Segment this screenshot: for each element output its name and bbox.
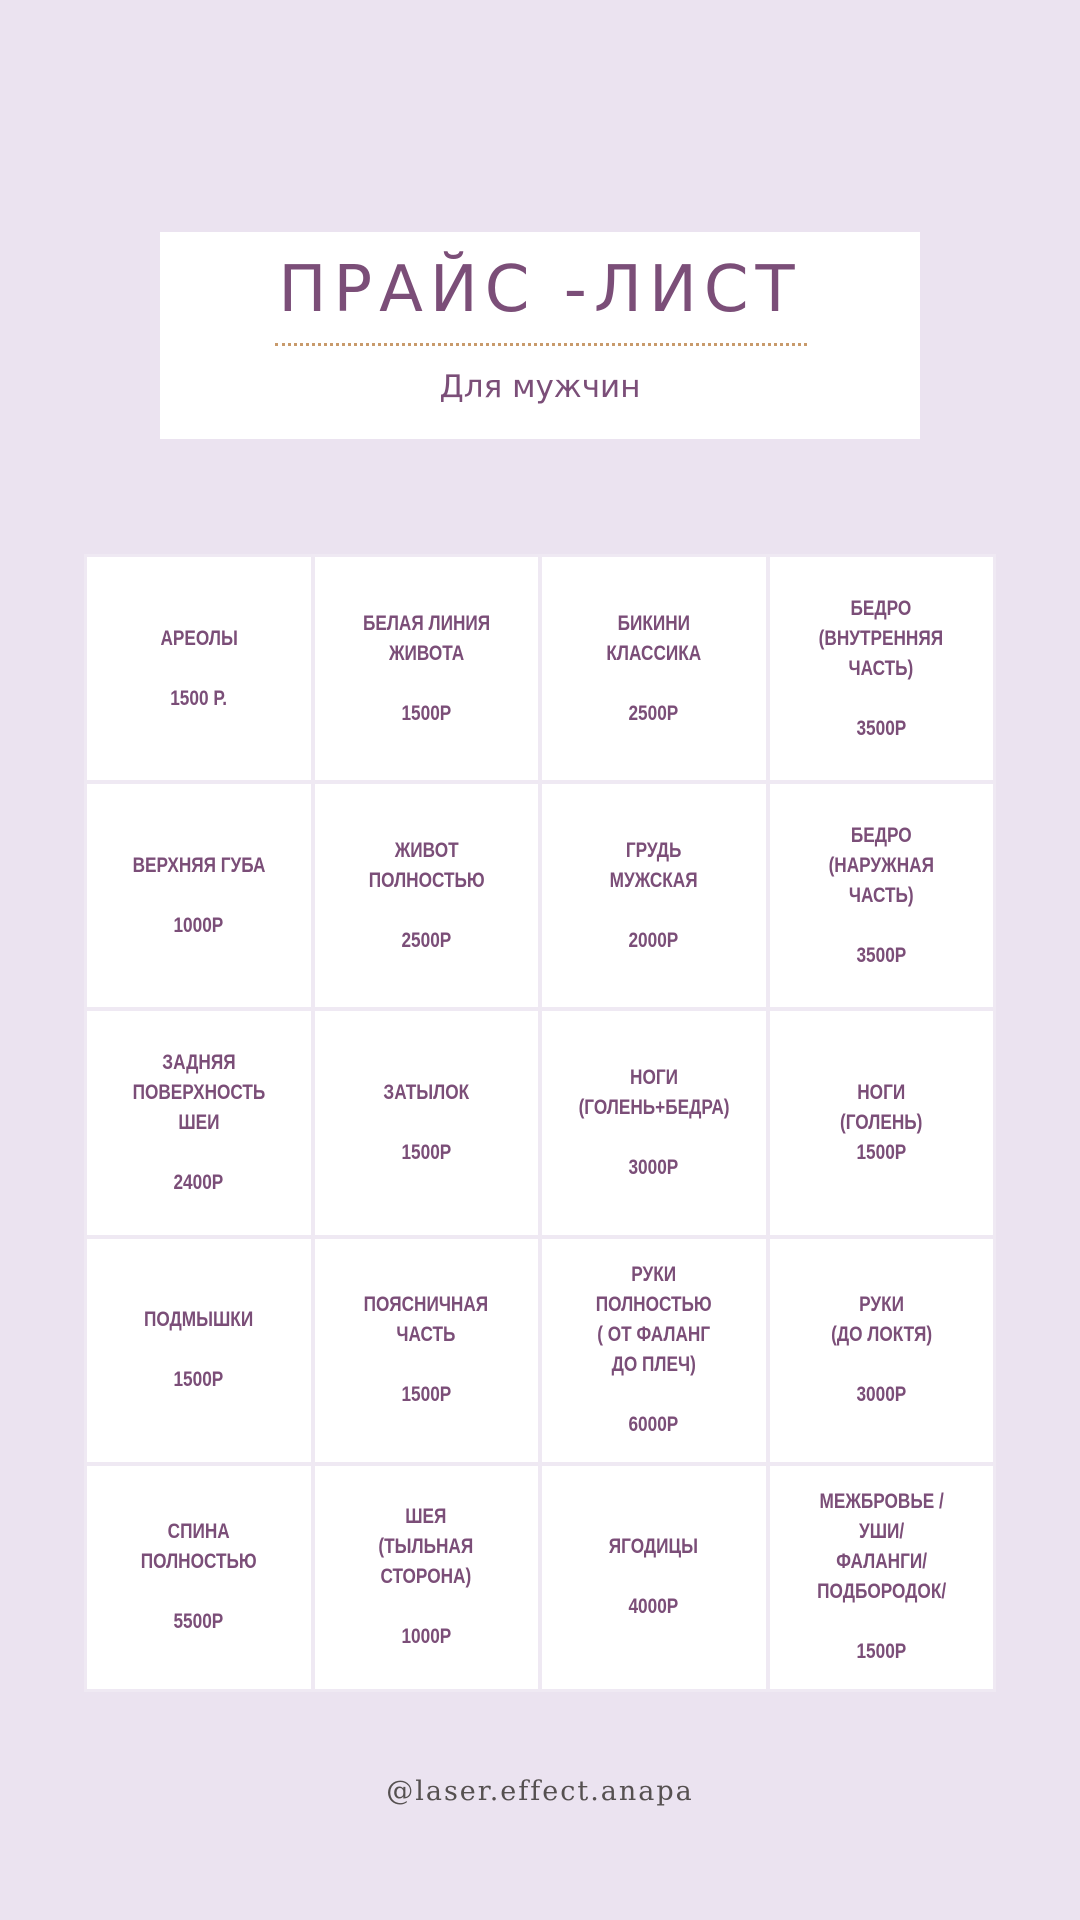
service-price: 2500Р (628, 701, 679, 725)
service-price: 1500 Р. (170, 686, 228, 710)
price-cell (87, 784, 311, 1007)
service-name: ЗАТЫЛОК (383, 1080, 470, 1104)
service-name: ГРУДЬ МУЖСКАЯ (609, 838, 698, 892)
price-cell (87, 1239, 311, 1462)
service-price: 2500Р (401, 928, 452, 952)
price-cell (315, 1466, 539, 1689)
dotted-divider (275, 343, 807, 346)
service-name: ШЕЯ (ТЫЛЬНАЯ СТОРОНА) (378, 1505, 474, 1589)
service-name: ЗАДНЯЯ ПОВЕРХНОСТЬ ШЕИ (132, 1050, 266, 1134)
service-price: 1500Р (401, 701, 452, 725)
service-price: 1500Р (401, 1140, 452, 1164)
service-name: РУКИ ПОЛНОСТЬЮ ( ОТ ФАЛАНГ ДО ПЛЕЧ) (595, 1263, 712, 1377)
service-name: МЕЖБРОВЬЕ / УШИ/ ФАЛАНГИ/ ПОДБОРОДОК/ (816, 1490, 946, 1604)
price-cell (542, 784, 766, 1007)
service-price: 1500Р (856, 1640, 907, 1664)
price-cell (770, 1011, 994, 1234)
service-name: ЯГОДИЦЫ (609, 1535, 699, 1559)
price-cell (542, 1239, 766, 1462)
service-price: 5500Р (173, 1610, 224, 1634)
price-cell (87, 1011, 311, 1234)
price-grid (84, 554, 996, 1692)
service-price: 1000Р (401, 1625, 452, 1649)
price-cell (542, 557, 766, 780)
service-name: АРЕОЛЫ (160, 626, 238, 650)
price-cell (770, 784, 994, 1007)
price-cell (770, 1239, 994, 1462)
service-price: 1500Р (401, 1383, 452, 1407)
service-name: БЕДРО (ВНУТРЕННЯЯ ЧАСТЬ) (819, 596, 944, 680)
service-name: БЕДРО (НАРУЖНАЯ ЧАСТЬ) (828, 823, 934, 907)
price-cell (315, 1239, 539, 1462)
price-cell (542, 1466, 766, 1689)
service-price: 1500Р (173, 1368, 224, 1392)
service-name: ПОДМЫШКИ (144, 1308, 254, 1332)
price-cell (542, 1011, 766, 1234)
service-price: 3000Р (628, 1155, 679, 1179)
service-name: СПИНА ПОЛНОСТЬЮ (140, 1520, 257, 1574)
service-name: ПОЯСНИЧНАЯ ЧАСТЬ (363, 1293, 489, 1347)
page-subtitle: Для мужчин (439, 369, 641, 405)
service-price: 1000Р (173, 913, 224, 937)
page-title: ПРАЙС -ЛИСТ (278, 253, 802, 327)
service-name: БИКИНИ КЛАССИКА (606, 611, 702, 665)
service-name: ВЕРХНЯЯ ГУБА (132, 853, 266, 877)
price-cell (87, 1466, 311, 1689)
price-cell (770, 1466, 994, 1689)
service-price: 2400Р (173, 1170, 224, 1194)
price-cell (87, 557, 311, 780)
service-name: НОГИ (ГОЛЕНЬ+БЕДРА) (578, 1065, 730, 1119)
service-price: 3500Р (856, 716, 907, 740)
service-price: 2000Р (628, 928, 679, 952)
instagram-handle: @laser.effect.anapa (386, 1776, 694, 1807)
service-name: ЖИВОТ ПОЛНОСТЬЮ (368, 838, 485, 892)
price-cell (315, 784, 539, 1007)
service-price: 1500Р (856, 1140, 907, 1164)
service-price: 4000Р (628, 1595, 679, 1619)
header-card (160, 232, 920, 439)
service-price: 3000Р (856, 1383, 907, 1407)
service-name: РУКИ (ДО ЛОКТЯ) (830, 1293, 932, 1347)
price-cell (770, 557, 994, 780)
service-price: 3500Р (856, 943, 907, 967)
price-cell (315, 1011, 539, 1234)
service-name: БЕЛАЯ ЛИНИЯ ЖИВОТА (362, 611, 490, 665)
service-price: 6000Р (628, 1413, 679, 1437)
price-cell (315, 557, 539, 780)
service-name: НОГИ (ГОЛЕНЬ) (840, 1080, 923, 1134)
